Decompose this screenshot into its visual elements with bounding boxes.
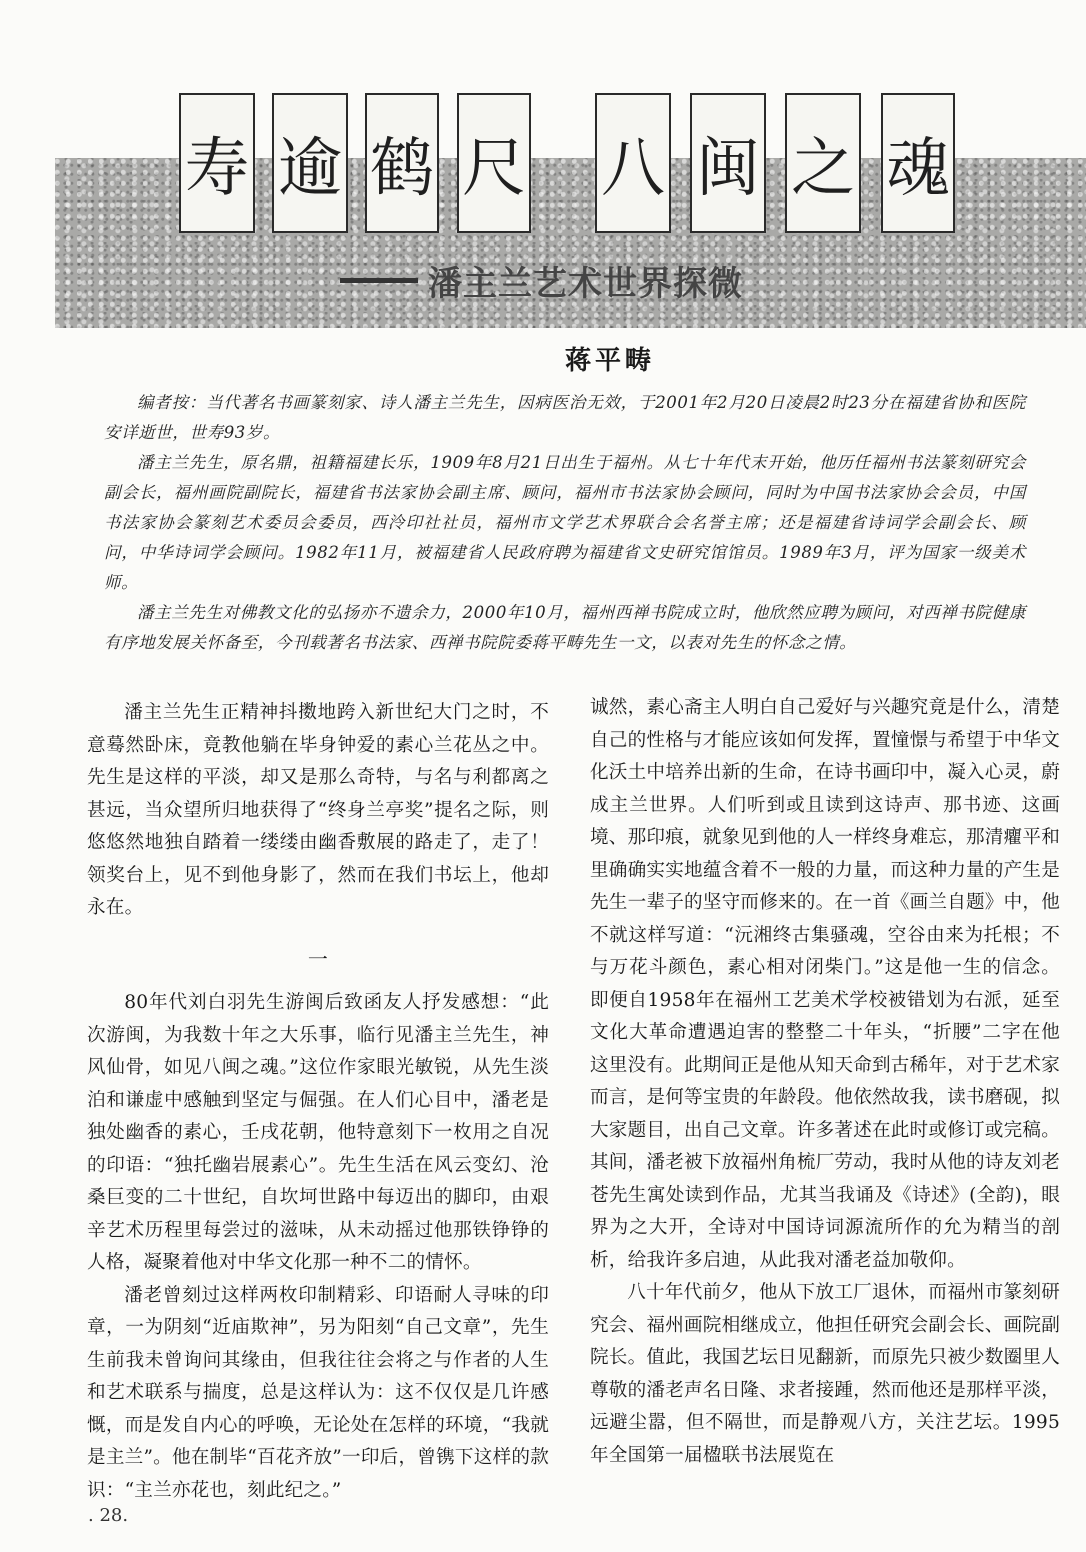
body-paragraph: 潘老曾刻过这样两枚印制精彩、印语耐人寻味的印章，一为阴刻“近庙欺神”，另为阳刻“自己文章”，先生生前我未曾询问其缘由，但我往往会将之与作者的人生和艺术联系与揣度，总是这样认为：这不仅仅是几许感慨，而是发自内心的呼唤，无论处在怎样的环境，“我就是主兰”。他在制毕“百花齐放”一印后，曾镌下这样的款识：“主兰亦花也，刻此纪之。” xyxy=(87,1284,549,1501)
editor-note-paragraph-2: 潘主兰先生，原名鼎，祖籍福建长乐，1909年8月21日出生于福州。从七十年代末开始，他历任福州书法篆刻研究会副会长，福州画院副院长，福建省书法家协会副主席、顾问，福州市书法家协会顾问，同时为中国书法家协会会员，中国书法家协会篆刻艺术委员会委员，西泠印社社员，福州市文学艺术界联合会名誉主席；还是福建省诗词学会副会长、顾问，中华诗词学会顾问。1982年11月，被福建省人民政府聘为福建省文史研究馆馆员。1989年3月，评为国家一级美术师。 xyxy=(104,453,1026,592)
title-seal-4: 尺 xyxy=(457,93,531,233)
article-subtitle xyxy=(340,255,840,305)
subtitle-text: 潘主兰艺术世界探微 xyxy=(428,263,743,304)
left-column xyxy=(87,697,549,1507)
page-number: . 28. xyxy=(88,1505,129,1526)
body-paragraph: 八十年代前夕，他从下放工厂退休，而福州市篆刻研究会、福州画院相继成立，他担任研究会副会长、画院副院长。值此，我国艺坛日见翻新，而原先只被少数圈里人尊敬的潘老声名日隆、求者接踵，然而他还是那样平淡，远避尘嚣，但不隔世，而是静观八方，关注艺坛。1995年全国第一届楹联书法展览在 xyxy=(590,1282,1060,1466)
right-column xyxy=(590,692,1060,1472)
body-paragraph: 潘主兰先生正精神抖擞地跨入新世纪大门之时，不意蓦然卧床，竟教他躺在毕身钟爱的素心兰花丛之中。先生是这样的平淡，却又是那么奇特，与名与利都离之甚远，当众望所归地获得了“终身兰亭奖”提名之际，则悠悠然地独自踏着一缕缕由幽香敷展的路走了，走了！领奖台上，见不到他身影了，然而在我们书坛上，他却永在。 xyxy=(87,702,549,918)
author-name: 蒋平畴 xyxy=(565,346,656,376)
editor-note-paragraph-3: 潘主兰先生对佛教文化的弘扬亦不遗余力，2000年10月，福州西禅书院成立时，他欣然应聘为顾问，对西禅书院健康有序地发展关怀备至，今刊载著名书法家、西禅书院院委蒋平畴先生一文，以表对先生的怀念之情。 xyxy=(104,603,1026,652)
title-seal-2: 逾 xyxy=(272,93,348,233)
title-seal-8: 魂 xyxy=(881,93,955,233)
editor-note xyxy=(104,388,1026,658)
title-seal-5: 八 xyxy=(595,93,671,233)
subtitle-dash xyxy=(340,278,418,283)
title-seal-6: 闽 xyxy=(690,93,766,233)
title-seal-3: 鹤 xyxy=(365,93,439,233)
editor-note-paragraph-1: 编者按：当代著名书画篆刻家、诗人潘主兰先生，因病医治无效，于2001年2月20日凌晨2时23分在福建省协和医院安详逝世，世寿93岁。 xyxy=(104,393,1026,442)
title-seal-1: 寿 xyxy=(179,93,255,233)
title-seal-row xyxy=(0,93,1086,233)
title-seal-7: 之 xyxy=(785,93,861,233)
body-paragraph: 诚然，素心斋主人明白自己爱好与兴趣究竟是什么，清楚自己的性格与才能应该如何发挥，置憧憬与希望于中华文化沃土中培养出新的生命，在诗书画印中，凝入心灵，蔚成主兰世界。人们听到或且读到这诗声、那书迹、这画境、那印痕，就象见到他的人一样终身难忘，那清癯平和里确确实实地蕴含着不一般的力量，而这种力量的产生是先生一辈子的坚守而修来的。在一首《画兰自题》中，他不就这样写道：“沅湘终古集骚魂，空谷由来为托根；不与万花斗颜色，素心相对闭柴门。”这是他一生的信念。即便自1958年在福州工艺美术学校被错划为右派，延至文化大革命遭遇迫害的整整二十年头，“折腰”二字在他这里没有。此期间正是他从知天命到古稀年，对于艺术家而言，是何等宝贵的年龄段。他依然故我，读书磨砚，拟大家题目，出自己文章。许多著述在此时或修订或完稿。其间，潘老被下放福州角梳厂劳动，我时从他的诗友刘老苍先生寓处读到作品，尤其当我诵及《诗述》(全韵)，眼界为之大开，全诗对中国诗词源流所作的允为精当的剖析，给我许多启迪，从此我对潘老益加敬仰。 xyxy=(590,697,1060,1271)
section-number: 一 xyxy=(307,946,329,971)
body-paragraph: 80年代刘白羽先生游闽后致函友人抒发感想：“此次游闽，为我数十年之大乐事，临行见潘主兰先生，神风仙骨，如见八闽之魂。”这位作家眼光敏锐，从先生淡泊和谦虚中感触到坚定与倔强。在人们心目中，潘老是独处幽香的素心，壬戌花朝，他特意刻下一枚用之自况的印语：“独托幽岩展素心”。先生生活在风云变幻、沧桑巨变的二十世纪，自坎坷世路中每迈出的脚印，由艰辛艺术历程里每尝过的滋味，从未动摇过他那铁铮铮的人格，凝聚着他对中华文化那一种不二的情怀。 xyxy=(87,992,549,1273)
